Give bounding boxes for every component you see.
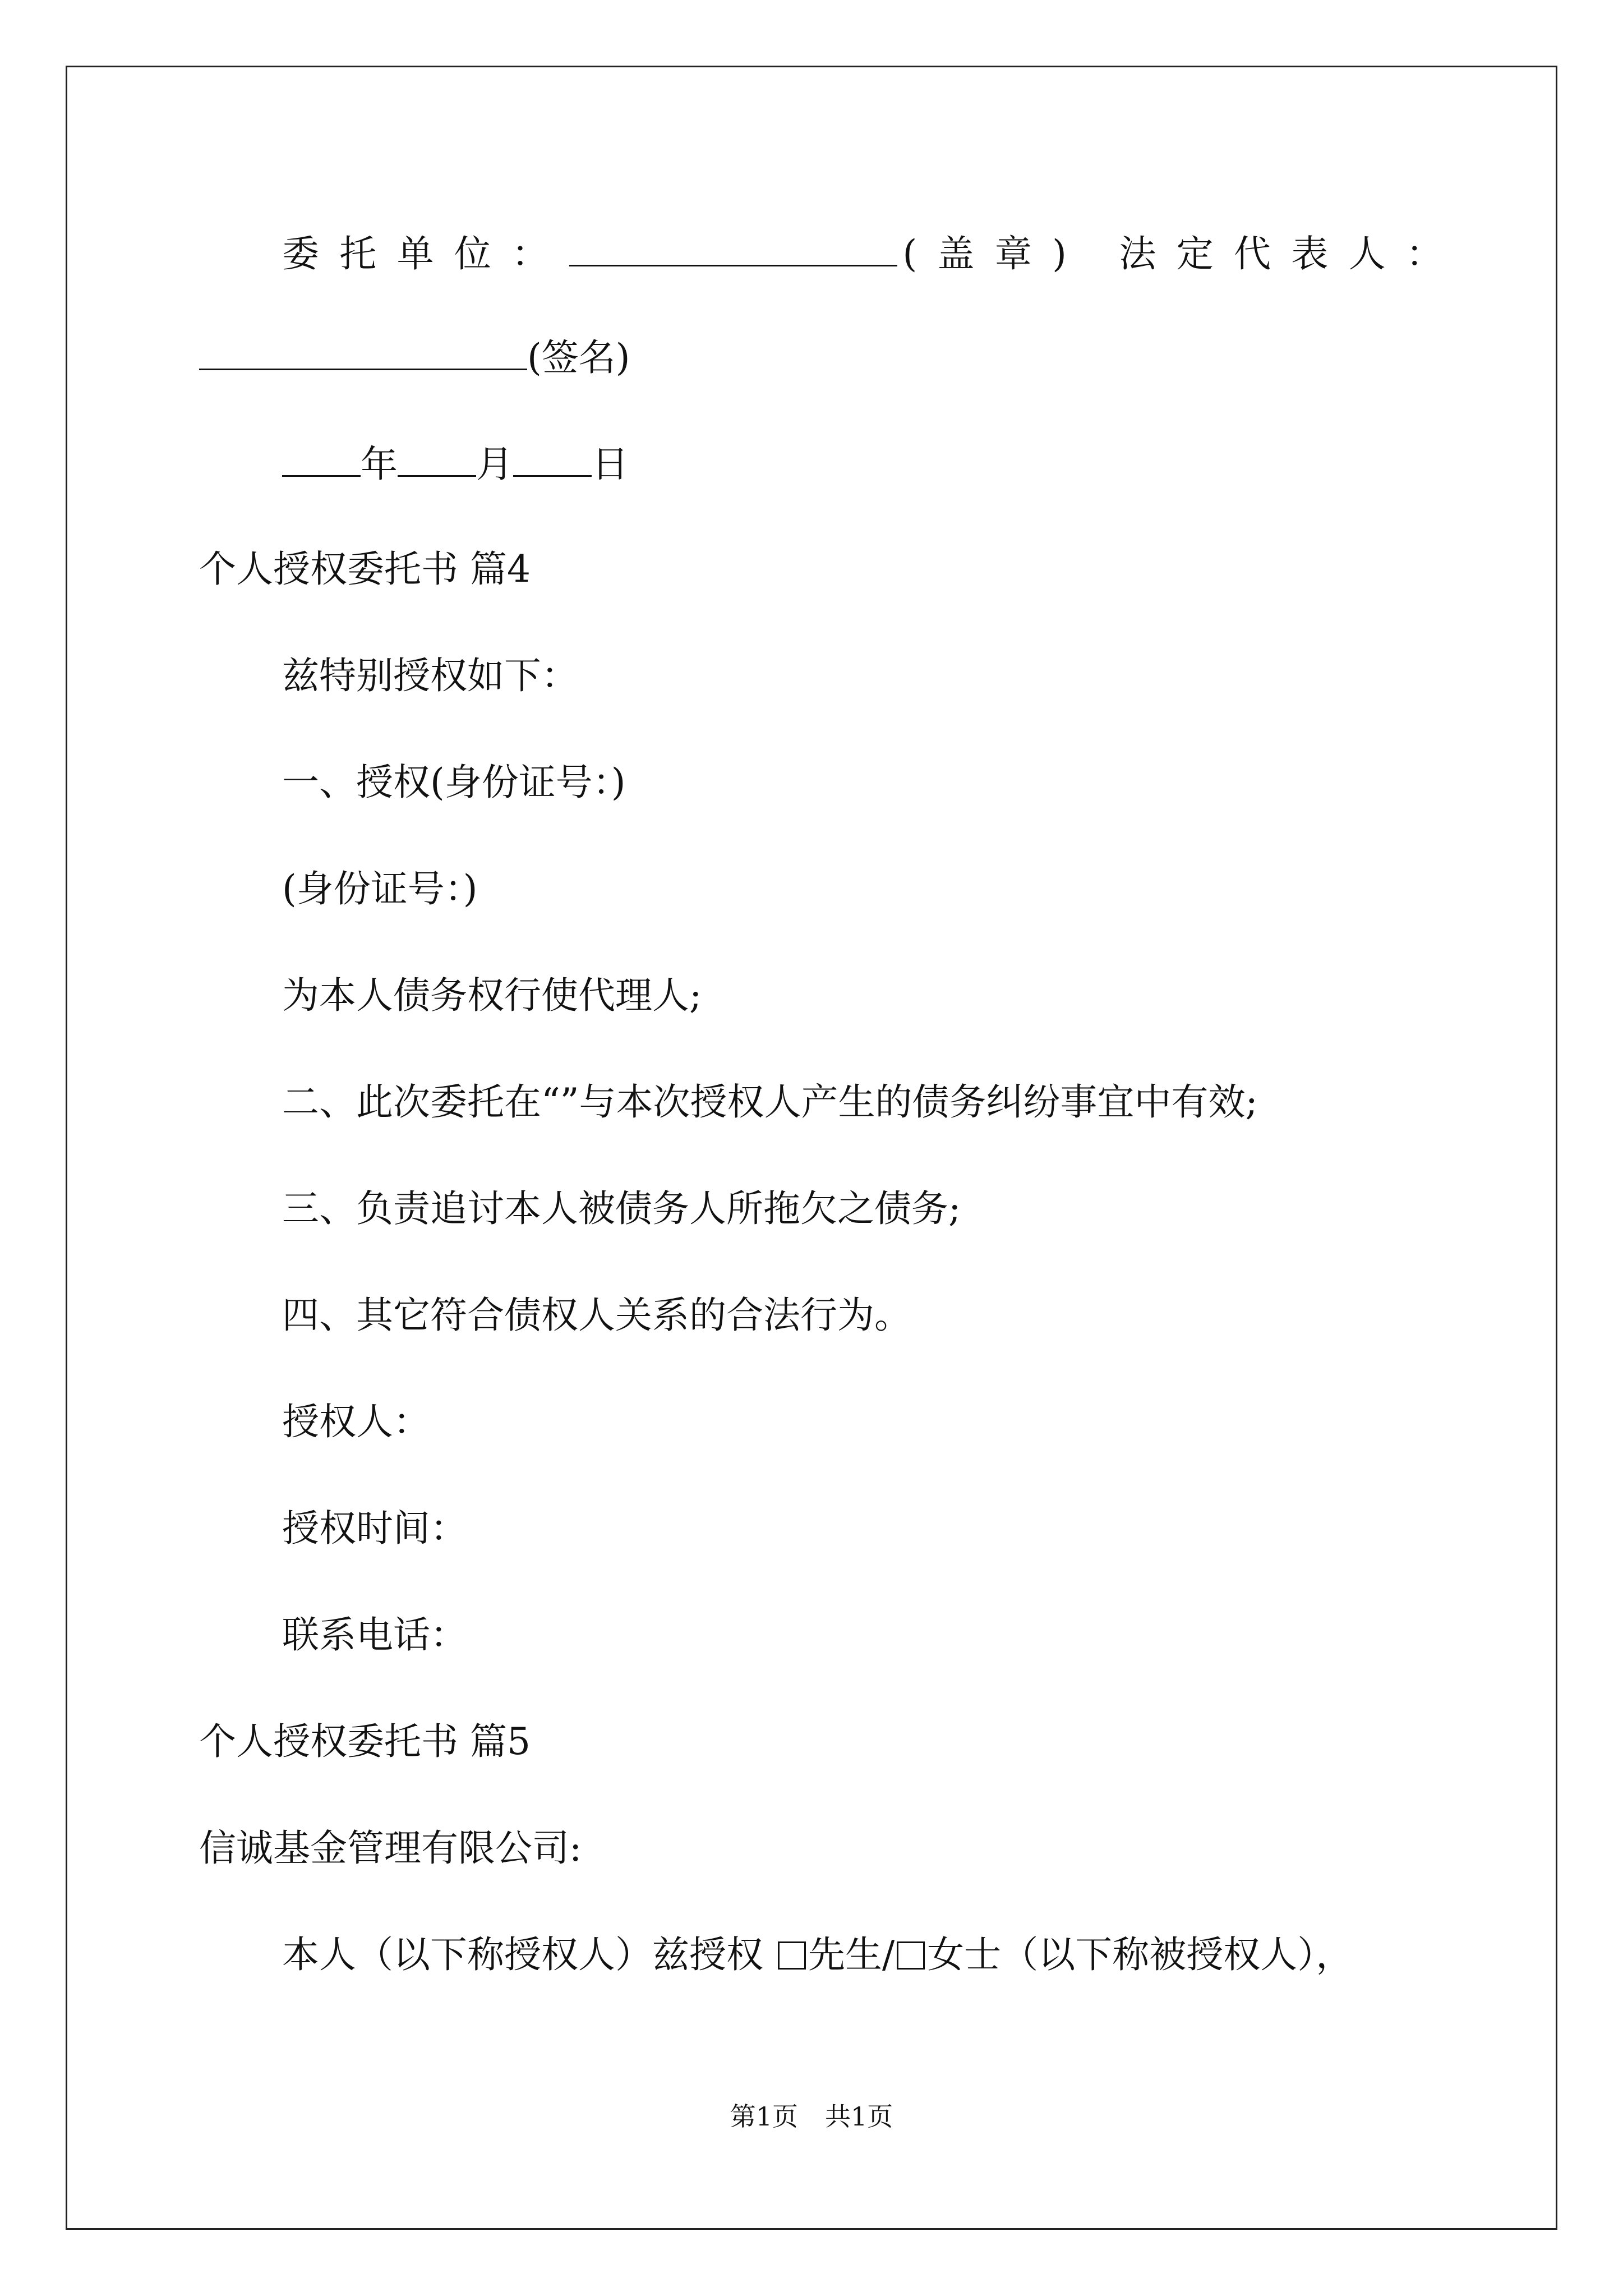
addressee-line: 信诚基金管理有限公司: bbox=[199, 1826, 582, 1870]
authorization-text: 本人（以下称授权人）兹授权 bbox=[282, 1933, 763, 1976]
text-line: 二、此次委托在“”与本次授权人产生的债务纠纷事宜中有效; bbox=[282, 1080, 1258, 1124]
section-heading-4: 个人授权委托书 篇4 bbox=[199, 547, 531, 591]
line-date bbox=[282, 440, 629, 487]
year-blank[interactable] bbox=[282, 440, 361, 477]
text-line: 一、授权(身份证号：) bbox=[282, 761, 626, 804]
text-line: 为本人债务权行使代理人; bbox=[282, 974, 702, 1017]
page-border bbox=[66, 66, 1557, 2230]
text-line: 授权时间： bbox=[282, 1507, 467, 1550]
line-authorization bbox=[282, 1932, 1353, 1977]
ms-checkbox[interactable] bbox=[897, 1941, 925, 1970]
text-line: 三、负责追讨本人被债务人所拖欠之债务; bbox=[282, 1187, 961, 1230]
page-total: 共1页 bbox=[825, 2101, 893, 2132]
day-label: 日 bbox=[592, 443, 629, 486]
ms-label: 女士（以下称被授权人）， bbox=[927, 1933, 1353, 1976]
mr-checkbox[interactable] bbox=[778, 1941, 806, 1970]
text-line: 联系电话： bbox=[282, 1613, 467, 1657]
section-heading-5: 个人授权委托书 篇5 bbox=[199, 1720, 531, 1763]
page-number: 第1页 bbox=[730, 2101, 798, 2132]
text-line: 四、其它符合债权人关系的合法行为。 bbox=[282, 1294, 911, 1337]
seal-legal-rep-label: (盖章) 法定代表人： bbox=[902, 232, 1464, 275]
text-line: 兹特别授权如下： bbox=[282, 654, 578, 697]
line-entrusting-unit bbox=[282, 230, 1463, 277]
unit-blank[interactable] bbox=[569, 230, 897, 266]
signature-blank[interactable] bbox=[199, 334, 527, 370]
entrusting-unit-label: 委托单位： bbox=[282, 232, 569, 275]
month-label: 月 bbox=[476, 443, 513, 486]
day-blank[interactable] bbox=[513, 440, 592, 477]
text-line: (身份证号：) bbox=[282, 867, 478, 910]
page-footer bbox=[0, 2101, 1623, 2132]
line-signature bbox=[199, 334, 630, 380]
year-label: 年 bbox=[361, 443, 398, 486]
mr-label: 先生/ bbox=[808, 1933, 895, 1976]
text-line: 授权人： bbox=[282, 1400, 430, 1443]
month-blank[interactable] bbox=[398, 440, 476, 477]
signature-label: (签名) bbox=[527, 336, 630, 379]
